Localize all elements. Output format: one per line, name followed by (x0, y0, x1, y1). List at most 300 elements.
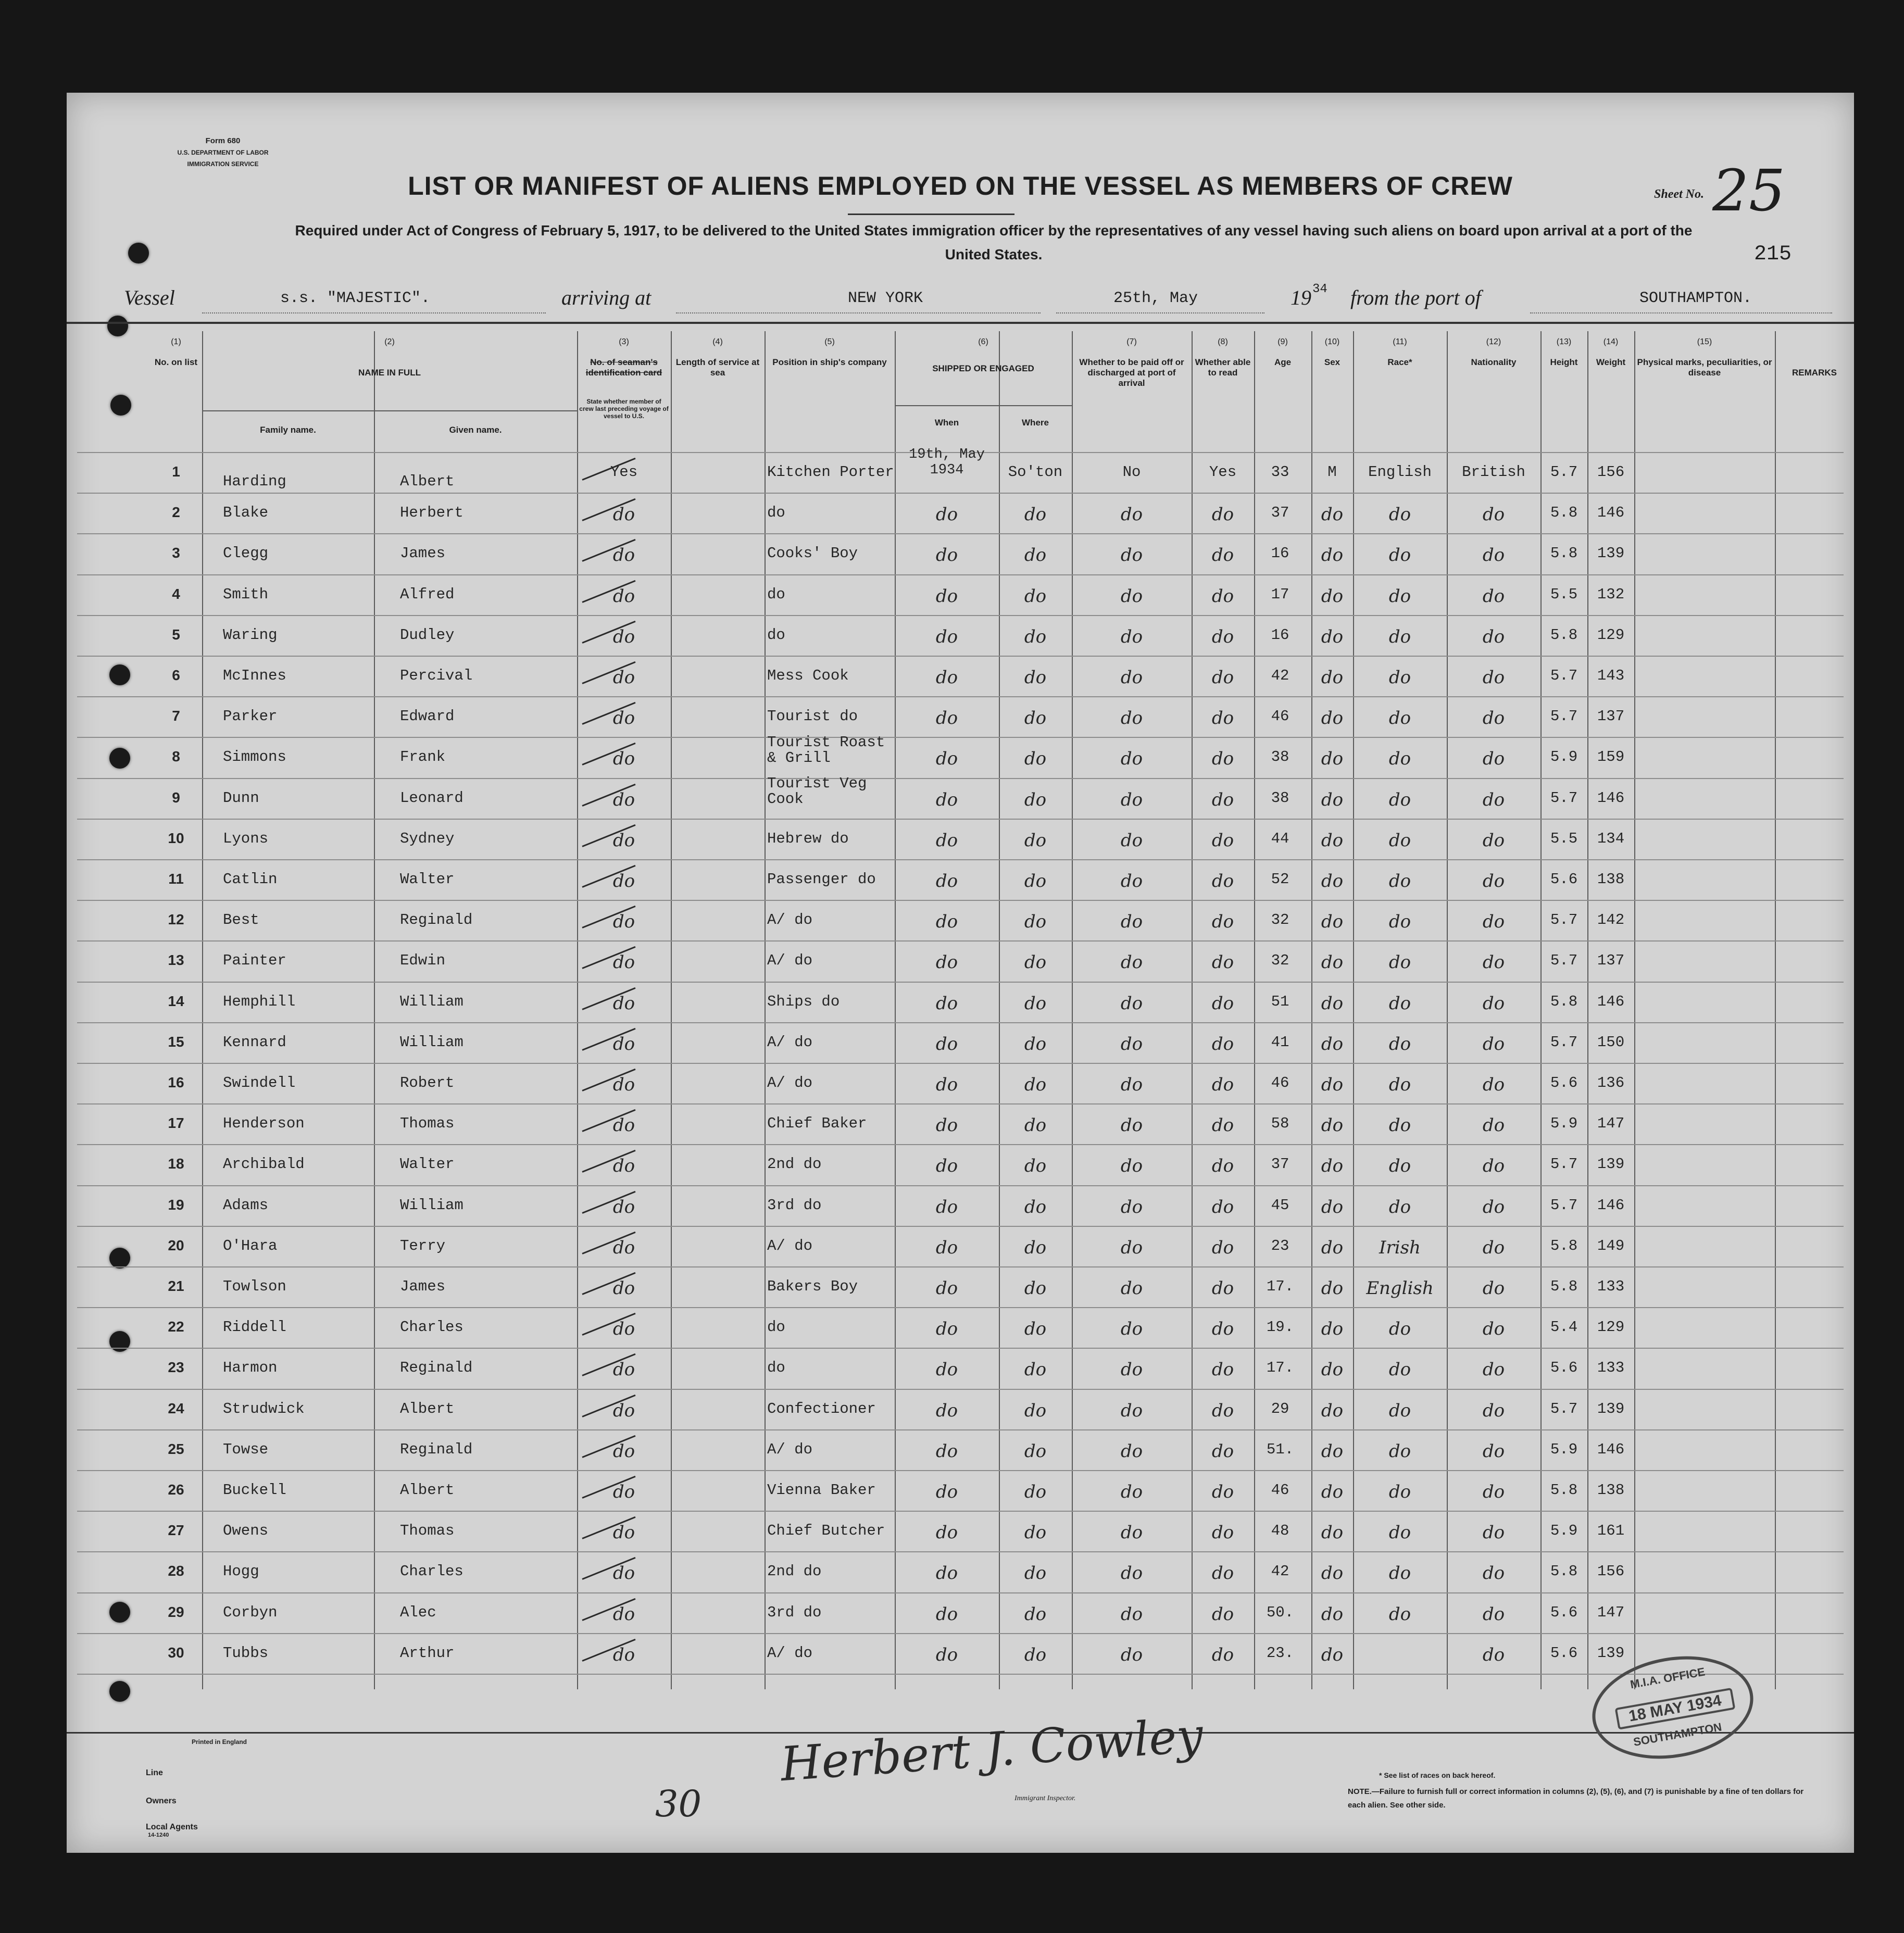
cell-when: do (935, 993, 958, 1014)
cell-when: do (935, 1603, 958, 1625)
column-header: Nationality (1471, 357, 1517, 367)
cell-weight: 133 (1597, 1278, 1625, 1295)
column-number: (14) (1603, 337, 1619, 346)
column-header: No. on list (154, 357, 198, 367)
cell-sex: do (1321, 1440, 1344, 1462)
cell-prev: do (612, 1522, 635, 1543)
cell-height: 5.7 (1550, 1156, 1578, 1173)
cell-where: do (1024, 1074, 1047, 1095)
cell-paid: do (1120, 504, 1143, 525)
cell-given: Charles (400, 1319, 464, 1336)
cell-sex: do (1321, 789, 1344, 810)
cell-read: do (1211, 1400, 1234, 1421)
cell-sex: do (1321, 1482, 1344, 1502)
cell-read: do (1211, 952, 1234, 973)
cell-nat: British (1462, 463, 1525, 481)
cell-no: 8 (172, 748, 180, 765)
cell-prev: do (612, 545, 635, 566)
cell-given: Albert (400, 1400, 455, 1417)
form-identifier (134, 135, 311, 170)
cell-age: 50. (1266, 1603, 1294, 1621)
cell-race: do (1388, 1440, 1411, 1462)
cell-prev: do (612, 748, 635, 770)
cell-position: Cooks' Boy (767, 545, 858, 562)
cell-age: 37 (1271, 504, 1289, 522)
cell-race: do (1388, 1603, 1411, 1625)
cell-given: Terry (400, 1237, 446, 1254)
cell-read: do (1211, 545, 1234, 566)
column-number: (8) (1218, 337, 1228, 346)
cell-no: 24 (168, 1400, 184, 1416)
cell-sex: do (1321, 952, 1344, 973)
cell-age: 37 (1271, 1156, 1289, 1173)
cell-sex: do (1321, 504, 1344, 525)
cell-race: do (1388, 789, 1411, 810)
cell-sex: do (1321, 1563, 1344, 1584)
cell-given: Arthur (400, 1644, 455, 1662)
row-divider (77, 533, 1844, 534)
cell-race: do (1388, 748, 1411, 770)
cell-position: do (767, 585, 785, 603)
cell-weight: 146 (1597, 1196, 1625, 1214)
row-divider (77, 1592, 1844, 1593)
cell-family: Riddell (223, 1319, 286, 1336)
cell-age: 44 (1271, 830, 1289, 847)
cell-paid: do (1120, 1440, 1143, 1462)
agents-label: Local Agents (146, 1823, 198, 1831)
cell-family: Adams (223, 1196, 269, 1214)
service: IMMIGRATION SERVICE (187, 160, 259, 168)
cell-race: do (1388, 1563, 1411, 1584)
cell-position: 3rd do (767, 1603, 822, 1621)
cell-paid: do (1120, 1115, 1143, 1136)
cell-where: do (1024, 504, 1047, 525)
cell-paid: do (1120, 626, 1143, 647)
cell-race: do (1388, 952, 1411, 973)
cell-nat: do (1482, 1522, 1505, 1543)
cell-nat: do (1482, 1033, 1505, 1055)
page-title: LIST OR MANIFEST OF ALIENS EMPLOYED ON THE VESSEL AS MEMBERS OF CREW (408, 171, 1513, 200)
cell-weight: 147 (1597, 1115, 1625, 1133)
cell-given: Percival (400, 667, 473, 684)
cell-when: do (935, 1319, 958, 1340)
cell-nat: do (1482, 545, 1505, 566)
cell-sex: do (1321, 585, 1344, 607)
row-divider (77, 940, 1844, 942)
cell-paid: do (1120, 830, 1143, 851)
cell-nat: do (1482, 789, 1505, 810)
cell-given: James (400, 545, 446, 562)
cell-race: do (1388, 1196, 1411, 1217)
cell-given: Edwin (400, 952, 446, 970)
cell-nat: do (1482, 1278, 1505, 1299)
cell-weight: 156 (1597, 463, 1625, 481)
cell-height: 5.5 (1550, 585, 1578, 603)
cell-paid: do (1120, 952, 1143, 973)
row-divider (77, 1389, 1844, 1390)
form-number: Form 680 (205, 136, 241, 145)
row-divider (77, 859, 1844, 860)
cell-sex: do (1321, 1603, 1344, 1625)
column-header: Age (1274, 357, 1292, 367)
cell-paid: do (1120, 1644, 1143, 1665)
cell-age: 51 (1271, 993, 1289, 1010)
cell-height: 5.8 (1550, 1237, 1578, 1254)
cell-prev: do (612, 626, 635, 647)
cell-when: do (935, 585, 958, 607)
cell-prev: do (612, 1359, 635, 1380)
cell-paid: do (1120, 1603, 1143, 1625)
cell-when: do (935, 830, 958, 851)
cell-read: do (1211, 585, 1234, 607)
cell-race: do (1388, 1074, 1411, 1095)
row-divider (77, 1103, 1844, 1104)
arrival-port: NEW YORK (848, 290, 923, 307)
cell-weight: 143 (1597, 667, 1625, 684)
cell-no: 15 (168, 1033, 184, 1050)
cell-sex: do (1321, 1196, 1344, 1217)
cell-no: 11 (168, 871, 184, 887)
cell-weight: 149 (1597, 1237, 1625, 1254)
cell-race: do (1388, 1359, 1411, 1380)
cell-when: do (935, 1563, 958, 1584)
line-label: Line (146, 1768, 163, 1777)
cell-race: do (1388, 1156, 1411, 1177)
cell-when: do (935, 748, 958, 770)
cell-family: O'Hara (223, 1237, 278, 1254)
cell-given: Robert (400, 1074, 455, 1091)
cell-position: 2nd do (767, 1156, 822, 1173)
cell-age: 46 (1271, 1482, 1289, 1499)
agents-code: 14-1240 (148, 1832, 169, 1838)
cell-position: do (767, 1359, 785, 1377)
cell-age: 46 (1271, 1074, 1289, 1091)
cell-when: do (935, 871, 958, 892)
cell-where: do (1024, 1115, 1047, 1136)
column-header: Physical marks, peculiarities, or disease (1637, 357, 1772, 378)
cell-height: 5.7 (1550, 708, 1578, 725)
row-divider (77, 1674, 1844, 1675)
cell-weight: 147 (1597, 1603, 1625, 1621)
cell-family: Archibald (223, 1156, 305, 1173)
cell-where: do (1024, 585, 1047, 607)
cell-nat: do (1482, 1237, 1505, 1258)
cell-height: 5.6 (1550, 1644, 1578, 1662)
cell-read: do (1211, 1359, 1234, 1380)
cell-when: do (935, 1115, 958, 1136)
cell-nat: do (1482, 748, 1505, 770)
cell-weight: 137 (1597, 708, 1625, 725)
cell-nat: do (1482, 626, 1505, 647)
cell-family: Harmon (223, 1359, 278, 1377)
cell-nat: do (1482, 993, 1505, 1014)
cell-sex: do (1321, 830, 1344, 851)
dotted-line (1056, 312, 1264, 313)
cell-prev: do (612, 667, 635, 688)
cell-age: 42 (1271, 1563, 1289, 1580)
cell-when: do (935, 789, 958, 810)
cell-read: do (1211, 830, 1234, 851)
cell-position: do (767, 504, 785, 522)
row-divider (77, 1551, 1844, 1552)
year-suffix: 34 (1312, 282, 1327, 296)
subheader-divider (895, 405, 1072, 406)
immigration-office-stamp (1584, 1644, 1762, 1771)
cell-read: Yes (1209, 463, 1237, 481)
cell-family: Painter (223, 952, 286, 970)
cell-nat: do (1482, 1156, 1505, 1177)
column-header: Position in ship's company (772, 357, 887, 367)
row-divider (77, 900, 1844, 901)
cell-weight: 159 (1597, 748, 1625, 766)
cell-given: Walter (400, 1156, 455, 1173)
cell-where: do (1024, 1319, 1047, 1340)
cell-read: do (1211, 871, 1234, 892)
row-divider (77, 1022, 1844, 1023)
cell-read: do (1211, 1603, 1234, 1625)
cell-weight: 161 (1597, 1522, 1625, 1540)
cell-when: do (935, 626, 958, 647)
column-subheader: When (934, 418, 959, 428)
cell-nat: do (1482, 667, 1505, 688)
cell-height: 5.8 (1550, 626, 1578, 644)
cell-position: Kitchen Porter (767, 463, 894, 481)
row-divider (77, 656, 1844, 657)
cell-family: Towse (223, 1440, 269, 1458)
cell-no: 21 (168, 1278, 184, 1294)
cell-when: do (935, 1196, 958, 1217)
cell-where: do (1024, 1033, 1047, 1055)
cell-where: do (1024, 1278, 1047, 1299)
column-header: No. of seaman's identification card (585, 357, 662, 378)
cell-sex: do (1321, 1156, 1344, 1177)
cell-when: do (935, 1359, 958, 1380)
cell-family: Towlson (223, 1278, 286, 1295)
cell-weight: 138 (1597, 1482, 1625, 1499)
cell-weight: 137 (1597, 952, 1625, 970)
cell-given: Herbert (400, 504, 464, 522)
cell-age: 38 (1271, 789, 1289, 807)
cell-prev: do (612, 1115, 635, 1136)
cell-paid: do (1120, 1359, 1143, 1380)
cell-read: do (1211, 789, 1234, 810)
cell-position: A/ do (767, 1440, 813, 1458)
cell-given: Reginald (400, 1440, 473, 1458)
cell-paid: do (1120, 748, 1143, 770)
cell-position: Chief Baker (767, 1115, 867, 1133)
cell-given: Charles (400, 1563, 464, 1580)
cell-height: 5.8 (1550, 545, 1578, 562)
cell-race: do (1388, 504, 1411, 525)
row-divider (77, 1226, 1844, 1227)
cell-family: Swindell (223, 1074, 296, 1091)
cell-race: do (1388, 1400, 1411, 1421)
cell-height: 5.8 (1550, 993, 1578, 1010)
cell-given: Alfred (400, 585, 455, 603)
cell-prev: do (612, 708, 635, 729)
cell-when: do (935, 1033, 958, 1055)
cell-read: do (1211, 1319, 1234, 1340)
row-divider (77, 1307, 1844, 1308)
cell-where: do (1024, 667, 1047, 688)
cell-height: 5.7 (1550, 1400, 1578, 1417)
column-number: (3) (619, 337, 629, 346)
cell-family: Kennard (223, 1033, 286, 1051)
cell-where: do (1024, 1603, 1047, 1625)
cell-paid: do (1120, 545, 1143, 566)
cell-given: Thomas (400, 1522, 455, 1540)
cell-weight: 136 (1597, 1074, 1625, 1091)
cell-weight: 132 (1597, 585, 1625, 603)
cell-given: Reginald (400, 1359, 473, 1377)
cell-nat: do (1482, 830, 1505, 851)
cell-given: William (400, 993, 464, 1010)
cell-no: 12 (168, 911, 184, 928)
cell-height: 5.9 (1550, 1440, 1578, 1458)
cell-paid: do (1120, 1400, 1143, 1421)
vessel-name: s.s. "MAJESTIC". (280, 290, 431, 307)
cell-read: do (1211, 993, 1234, 1014)
column-number: (12) (1486, 337, 1501, 346)
cell-where: do (1024, 545, 1047, 566)
cell-where: do (1024, 748, 1047, 770)
cell-race: do (1388, 1482, 1411, 1502)
row-divider (77, 574, 1844, 575)
cell-no: 13 (168, 952, 184, 969)
cell-height: 5.6 (1550, 1074, 1578, 1091)
cell-where: do (1024, 1196, 1047, 1217)
cell-no: 4 (172, 585, 180, 602)
cell-age: 23 (1271, 1237, 1289, 1254)
cell-no: 22 (168, 1319, 184, 1335)
cell-weight: 139 (1597, 545, 1625, 562)
cell-family: Strudwick (223, 1400, 305, 1417)
stamp-bottom: SOUTHAMPTON (1632, 1720, 1723, 1749)
punch-hole (128, 243, 149, 263)
sheet-number: 25 (1712, 157, 1785, 224)
cell-read: do (1211, 1074, 1234, 1095)
column-number: (9) (1277, 337, 1288, 346)
cell-prev: Yes (610, 463, 638, 481)
cell-race: do (1388, 871, 1411, 892)
row-divider (77, 1063, 1844, 1064)
cell-paid: do (1120, 585, 1143, 607)
cell-given: Alec (400, 1603, 436, 1621)
cell-nat: do (1482, 871, 1505, 892)
cell-read: do (1211, 1482, 1234, 1502)
cell-nat: do (1482, 1603, 1505, 1625)
cell-read: do (1211, 1563, 1234, 1584)
cell-given: Thomas (400, 1115, 455, 1133)
cell-read: do (1211, 748, 1234, 770)
cell-weight: 139 (1597, 1156, 1625, 1173)
cell-nat: do (1482, 1115, 1505, 1136)
stamp-top: M.I.A. OFFICE (1629, 1665, 1706, 1691)
cell-race: do (1388, 545, 1411, 566)
cell-height: 5.8 (1550, 1563, 1578, 1580)
cell-height: 5.7 (1550, 463, 1578, 481)
cell-nat: do (1482, 708, 1505, 729)
cell-when: do (935, 1278, 958, 1299)
cell-age: 16 (1271, 545, 1289, 562)
row-divider (77, 1185, 1844, 1186)
cell-prev: do (612, 1319, 635, 1340)
cell-age: 32 (1271, 952, 1289, 970)
cell-height: 5.8 (1550, 1278, 1578, 1295)
cell-where: do (1024, 1400, 1047, 1421)
cell-when: do (935, 1074, 958, 1095)
cell-age: 42 (1271, 667, 1289, 684)
cell-weight: 146 (1597, 504, 1625, 522)
department: U.S. DEPARTMENT OF LABOR (177, 149, 269, 156)
cell-paid: do (1120, 911, 1143, 933)
dotted-line (1530, 312, 1832, 313)
cell-height: 5.4 (1550, 1319, 1578, 1336)
cell-weight: 129 (1597, 626, 1625, 644)
cell-no: 5 (172, 626, 180, 643)
cell-nat: do (1482, 1482, 1505, 1502)
cell-given: Albert (400, 473, 455, 490)
cell-given: Walter (400, 871, 455, 888)
cell-prev: do (612, 504, 635, 525)
cell-nat: do (1482, 585, 1505, 607)
cell-nat: do (1482, 952, 1505, 973)
column-divider (374, 331, 375, 1689)
title-rule (848, 214, 1014, 215)
cell-position: Hebrew do (767, 830, 849, 847)
cell-prev: do (612, 585, 635, 607)
cell-height: 5.7 (1550, 1033, 1578, 1051)
cell-age: 17. (1266, 1278, 1294, 1295)
cell-height: 5.6 (1550, 871, 1578, 888)
cell-weight: 150 (1597, 1033, 1625, 1051)
row-divider (77, 1429, 1844, 1430)
row-divider (77, 982, 1844, 983)
cell-race: do (1388, 626, 1411, 647)
column-subnote: State whether member of crew last preceding voyage of vessel to U.S. (579, 398, 669, 420)
cell-paid: do (1120, 1522, 1143, 1543)
cell-age: 17 (1271, 585, 1289, 603)
column-header: SHIPPED OR ENGAGED (932, 363, 1034, 373)
cell-height: 5.9 (1550, 1115, 1578, 1133)
cell-sex: do (1321, 1522, 1344, 1543)
cell-race: do (1388, 667, 1411, 688)
cell-prev: do (612, 1644, 635, 1665)
row-divider (77, 696, 1844, 697)
cell-family: Waring (223, 626, 278, 644)
cell-where: do (1024, 1440, 1047, 1462)
vessel-label: Vessel (124, 286, 175, 309)
cell-nat: do (1482, 911, 1505, 933)
cell-no: 20 (168, 1237, 184, 1253)
row-divider (77, 1266, 1844, 1267)
cell-height: 5.5 (1550, 830, 1578, 847)
cell-no: 6 (172, 667, 180, 683)
cell-family: Hemphill (223, 993, 296, 1010)
cell-race: do (1388, 1319, 1411, 1340)
column-header: Sex (1324, 357, 1341, 367)
column-divider (765, 331, 766, 1689)
cell-sex: do (1321, 1033, 1344, 1055)
cell-no: 19 (168, 1196, 184, 1213)
cell-weight: 138 (1597, 871, 1625, 888)
cell-prev: do (612, 1603, 635, 1625)
cell-sex: do (1321, 545, 1344, 566)
cell-prev: do (612, 1563, 635, 1584)
cell-weight: 133 (1597, 1359, 1625, 1377)
cell-position: A/ do (767, 911, 813, 929)
cell-when: do (935, 1440, 958, 1462)
